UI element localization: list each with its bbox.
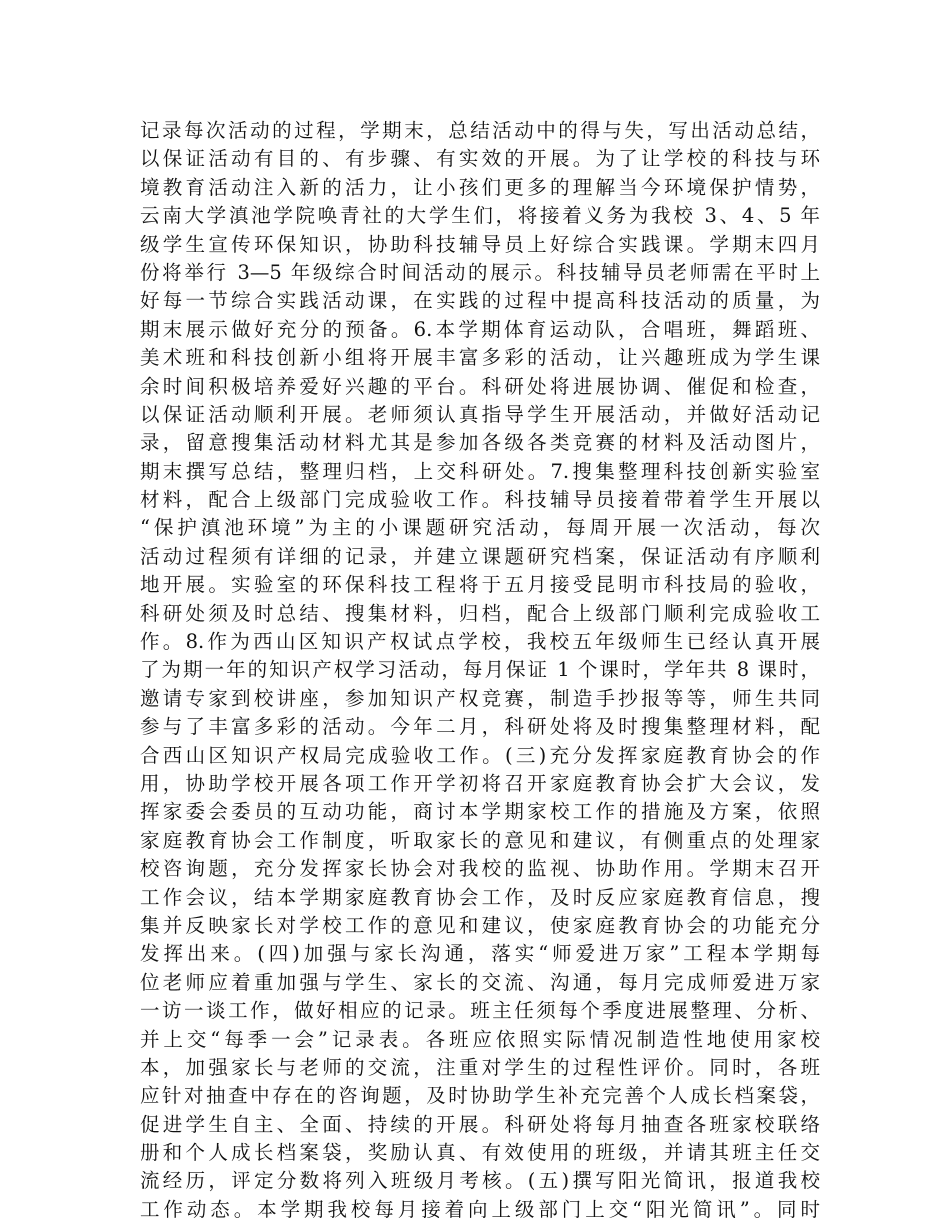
text-line-36: 促进学生自主、全面、持续的开展。科研处将每月抽查各班家校联络 bbox=[140, 1112, 820, 1136]
text-line-1: 记录每次活动的过程，学期末，总结活动中的得与失，写出活动总结， bbox=[140, 119, 820, 142]
text-line-16: 活动过程须有详细的记录，并建立课题研究档案，保证活动有序顺利 bbox=[140, 544, 820, 568]
text-line-35: 应针对抽查中存在的咨询题，及时协助学生补充完善个人成长档案袋， bbox=[140, 1084, 820, 1108]
text-line-15: “保护滇池环境”为主的小课题研究活动，每周开展一次活动，每次 bbox=[140, 516, 820, 540]
text-line-7: 好每一节综合实践活动课，在实践的过程中提高科技活动的质量，为 bbox=[140, 289, 820, 313]
text-line-2: 以保证活动有目的、有步骤、有实效的开展。为了让学校的科技与环 bbox=[140, 147, 820, 171]
text-line-9: 美术班和科技创新小组将开展丰富多彩的活动，让兴趣班成为学生课 bbox=[140, 346, 820, 370]
text-line-21: 邀请专家到校讲座，参加知识产权竞赛，制造手抄报等等，师生共同 bbox=[140, 686, 820, 710]
text-line-39: 工作动态。本学期我校每月接着向上级部门上交“阳光简讯”。同时 bbox=[140, 1197, 820, 1221]
text-line-38: 流经历，评定分数将列入班级月考核。(五)撰写阳光简讯，报道我校 bbox=[140, 1169, 820, 1193]
text-line-27: 校咨询题，充分发挥家长协会对我校的监视、协助作用。学期末召开 bbox=[140, 857, 820, 881]
text-line-24: 用，协助学校开展各项工作开学初将召开家庭教育协会扩大会议，发 bbox=[140, 771, 820, 795]
text-line-22: 参与了丰富多彩的活动。今年二月，科研处将及时搜集整理材料，配 bbox=[140, 715, 820, 739]
text-line-5: 级学生宣传环保知识，协助科技辅导员上好综合实践课。学期末四月 bbox=[140, 232, 820, 256]
text-line-19: 作。8.作为西山区知识产权试点学校，我校五年级师生已经认真开展 bbox=[140, 630, 820, 654]
text-line-14: 材料，配合上级部门完成验收工作。科技辅导员接着带着学生开展以 bbox=[140, 488, 820, 512]
text-line-10: 余时间积极培养爱好兴趣的平台。科研处将进展协调、催促和检查， bbox=[140, 374, 820, 398]
text-line-34: 本，加强家长与老师的交流，注重对学生的过程性评价。同时，各班 bbox=[140, 1055, 820, 1079]
text-line-29: 集并反映家长对学校工作的意见和建议，使家庭教育协会的功能充分 bbox=[140, 913, 820, 937]
text-line-23: 合西山区知识产权局完成验收工作。(三)充分发挥家庭教育协会的作 bbox=[140, 743, 820, 767]
text-line-33: 并上交“每季一会”记录表。各班应依照实际情况制造性地使用家校 bbox=[140, 1027, 820, 1051]
text-line-12: 录，留意搜集活动材料尤其是参加各级各类竞赛的材料及活动图片， bbox=[140, 431, 820, 455]
text-line-25: 挥家委会委员的互动功能，商讨本学期家校工作的措施及方案，依照 bbox=[140, 800, 820, 824]
text-line-26: 家庭教育协会工作制度，听取家长的意见和建议，有侧重点的处理家 bbox=[140, 828, 820, 852]
text-line-31: 位老师应着重加强与学生、家长的交流、沟通，每月完成师爱进万家 bbox=[140, 970, 820, 994]
text-line-17: 地开展。实验室的环保科技工程将于五月接受昆明市科技局的验收， bbox=[140, 573, 820, 597]
text-line-30: 发挥出来。(四)加强与家长沟通，落实“师爱进万家”工程本学期每 bbox=[140, 942, 820, 966]
text-line-20: 了为期一年的知识产权学习活动，每月保证 1 个课时，学年共 8 课时， bbox=[140, 658, 820, 682]
body-text bbox=[140, 117, 820, 1224]
text-line-28: 工作会议，结本学期家庭教育协会工作，及时反应家庭教育信息，搜 bbox=[140, 885, 820, 909]
text-line-3: 境教育活动注入新的活力，让小孩们更多的理解当今环境保护情势， bbox=[140, 175, 820, 199]
text-line-18: 科研处须及时总结、搜集材料，归档，配合上级部门顺利完成验收工 bbox=[140, 601, 820, 625]
text-line-37: 册和个人成长档案袋，奖励认真、有效使用的班级，并请其班主任交 bbox=[140, 1141, 820, 1165]
text-line-32: 一访一谈工作，做好相应的记录。班主任须每个季度进展整理、分析、 bbox=[140, 999, 820, 1023]
text-line-6: 份将举行 3—5 年级综合时间活动的展示。科技辅导员老师需在平时上 bbox=[140, 260, 820, 284]
text-line-13: 期末撰写总结，整理归档，上交科研处。7.搜集整理科技创新实验室 bbox=[140, 459, 820, 483]
text-line-11: 以保证活动顺利开展。老师须认真指导学生开展活动，并做好活动记 bbox=[140, 402, 820, 426]
text-line-4: 云南大学滇池学院唤青社的大学生们，将接着义务为我校 3、4、5 年 bbox=[140, 204, 820, 228]
text-line-8: 期末展示做好充分的预备。6.本学期体育运动队，合唱班，舞蹈班、 bbox=[140, 317, 820, 341]
